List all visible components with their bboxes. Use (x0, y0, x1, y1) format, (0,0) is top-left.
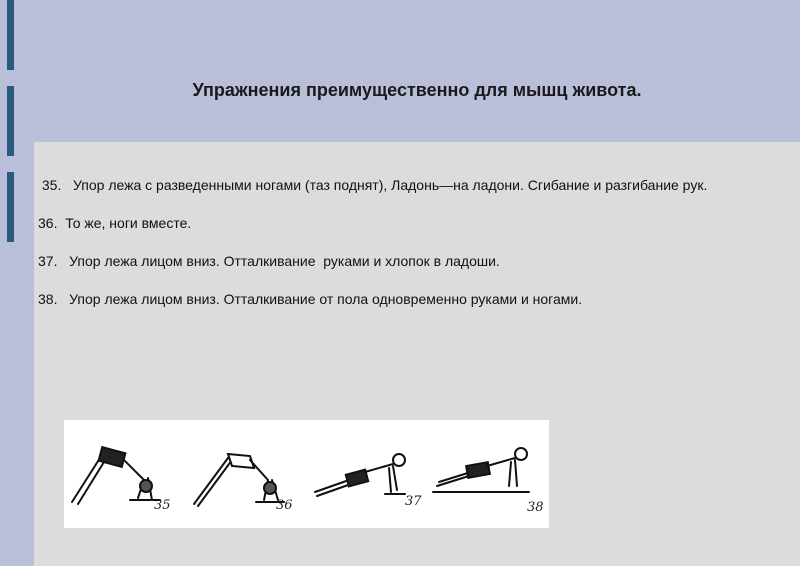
slide-title: Упражнения преимущественно для мышц живота. (192, 80, 642, 100)
figure-number: 35 (154, 498, 171, 513)
exercise-item: 37. Упор лежа лицом вниз. Отталкивание руками и хлопок в ладоши. (38, 253, 500, 269)
exercise-list (38, 176, 778, 328)
pushup-clap-icon (309, 420, 429, 528)
left-decoration (0, 0, 34, 566)
pushup-jump-icon (429, 420, 549, 528)
exercise-illustration (64, 420, 549, 528)
figure-number: 36 (276, 498, 293, 513)
pike-pushup-wide-legs-icon (64, 420, 184, 528)
exercise-item: 38. Упор лежа лицом вниз. Отталкивание от пола одновременно руками и ногами. (38, 291, 583, 307)
figure-number: 38 (527, 500, 544, 515)
content-area (34, 142, 800, 566)
figure-number: 37 (405, 494, 422, 509)
accent-bar (7, 0, 14, 70)
exercise-item: 35. Упор лежа с разведенными ногами (таз поднят), Ладонь—на ладони. Сгибание и разгибание рук. (38, 177, 708, 193)
exercise-item: 36. То же, ноги вместе. (38, 215, 192, 231)
accent-bar (7, 172, 14, 242)
pike-pushup-legs-together-icon (184, 420, 309, 528)
accent-bar (7, 86, 14, 156)
